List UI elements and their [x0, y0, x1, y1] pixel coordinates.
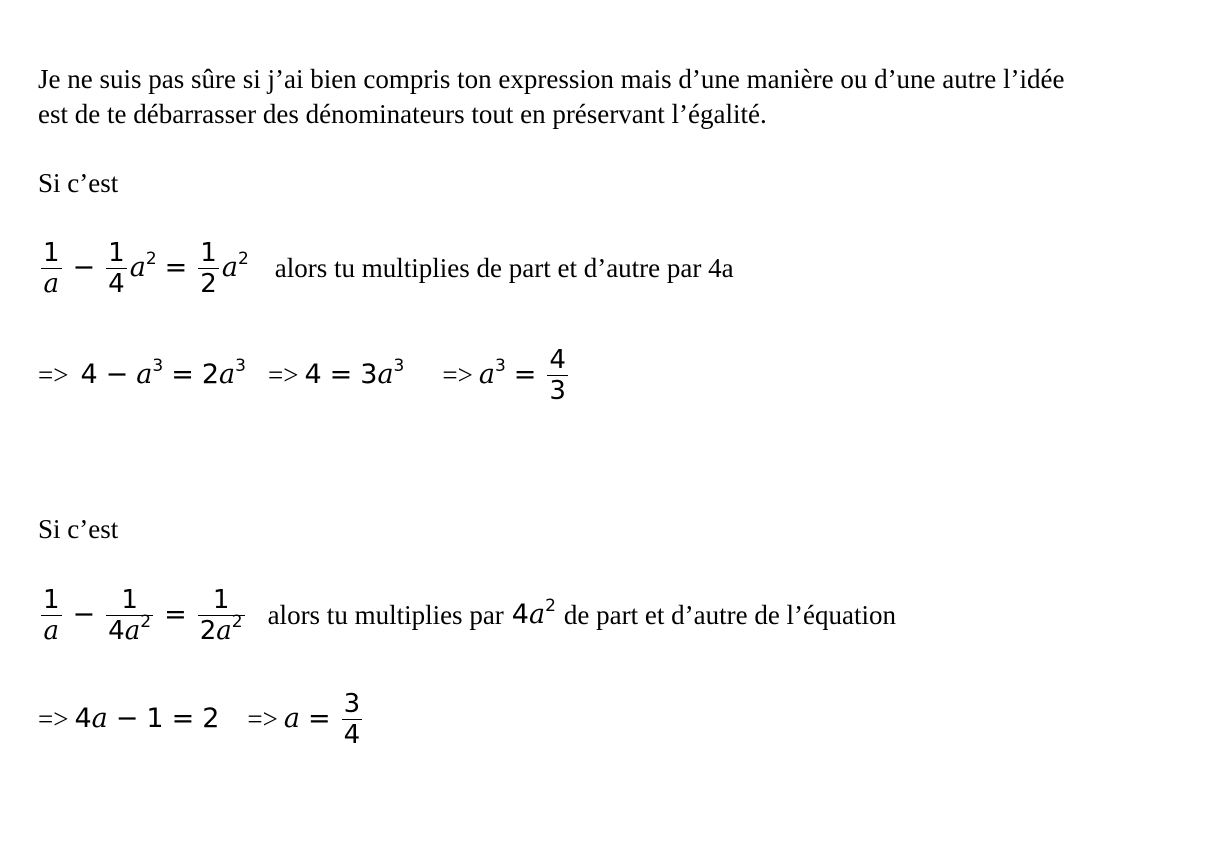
case2-equation-math: $\frac{1}{a}$ − $\frac{1}{4a^2}$ = $\frac{1}{2a^2}$ [43, 584, 243, 646]
case2-step2-arrow: => [247, 704, 278, 734]
intro-line-1: Je ne suis pas sûre si j’ai bien compris ton expression mais d’une manière ou d’une autre l’idée [38, 64, 1065, 94]
fraction-1-over-2: $\frac{1}{2}$ [200, 237, 217, 299]
case1-equation [38, 232, 734, 304]
case1-step1-arrow: => [38, 360, 69, 390]
case1-steps [38, 340, 571, 410]
fraction-4-over-3: $\frac{4}{3}$ [549, 344, 566, 406]
case2-heading: Si c’est [38, 514, 119, 544]
fraction-3-over-4: $\frac{3}{4}$ [343, 688, 361, 750]
case2-comment-before: alors tu multiplies par [267, 600, 504, 630]
case2-step2-math: a = $\frac{3}{4}$ [283, 688, 361, 750]
case2-comment-after: de part et d’autre de l’équation [563, 600, 897, 630]
fraction-1-over-4: $\frac{1}{4}$ [108, 237, 125, 299]
fraction-1-over-2a2: $\frac{1}{2a^2}$ [199, 584, 243, 646]
case1-step3-arrow: => [442, 360, 473, 390]
fraction-1-over-4a2: $\frac{1}{4a^2}$ [108, 584, 152, 646]
case2-comment-math: $4a^2$ [511, 596, 556, 630]
case1-step1-math: $4 - a^3 = 2a^3$ [80, 356, 246, 390]
case1-step3-math: $a^3$ = $\frac{4}{3}$ [478, 344, 566, 406]
intro-line-2: est de te débarrasser des dénominateurs tout en préservant l’égalité. [38, 99, 767, 129]
case2-steps [38, 684, 365, 754]
intro-paragraph [38, 62, 1188, 132]
case1-step2-math: $4 = 3a^3$ [304, 356, 405, 390]
fraction-1-over-a-2: $\frac{1}{a}$ [43, 584, 60, 646]
case2-step1-math: 4a − 1 = 2 [74, 703, 220, 734]
case1-equation-math: $\frac{1}{a}$ − $\frac{1}{4}$ $a^2$ = $\frac{1}{2}$ $a^2$ [43, 237, 249, 299]
case2-step1-arrow: => [38, 704, 69, 734]
case1-heading: Si c’est [38, 168, 119, 198]
case1-comment: alors tu multiplies de part et d’autre par 4a [274, 253, 734, 283]
case2-equation [38, 578, 896, 652]
case1-step2-arrow: => [267, 360, 299, 390]
fraction-1-over-a: $\frac{1}{a}$ [43, 237, 60, 299]
